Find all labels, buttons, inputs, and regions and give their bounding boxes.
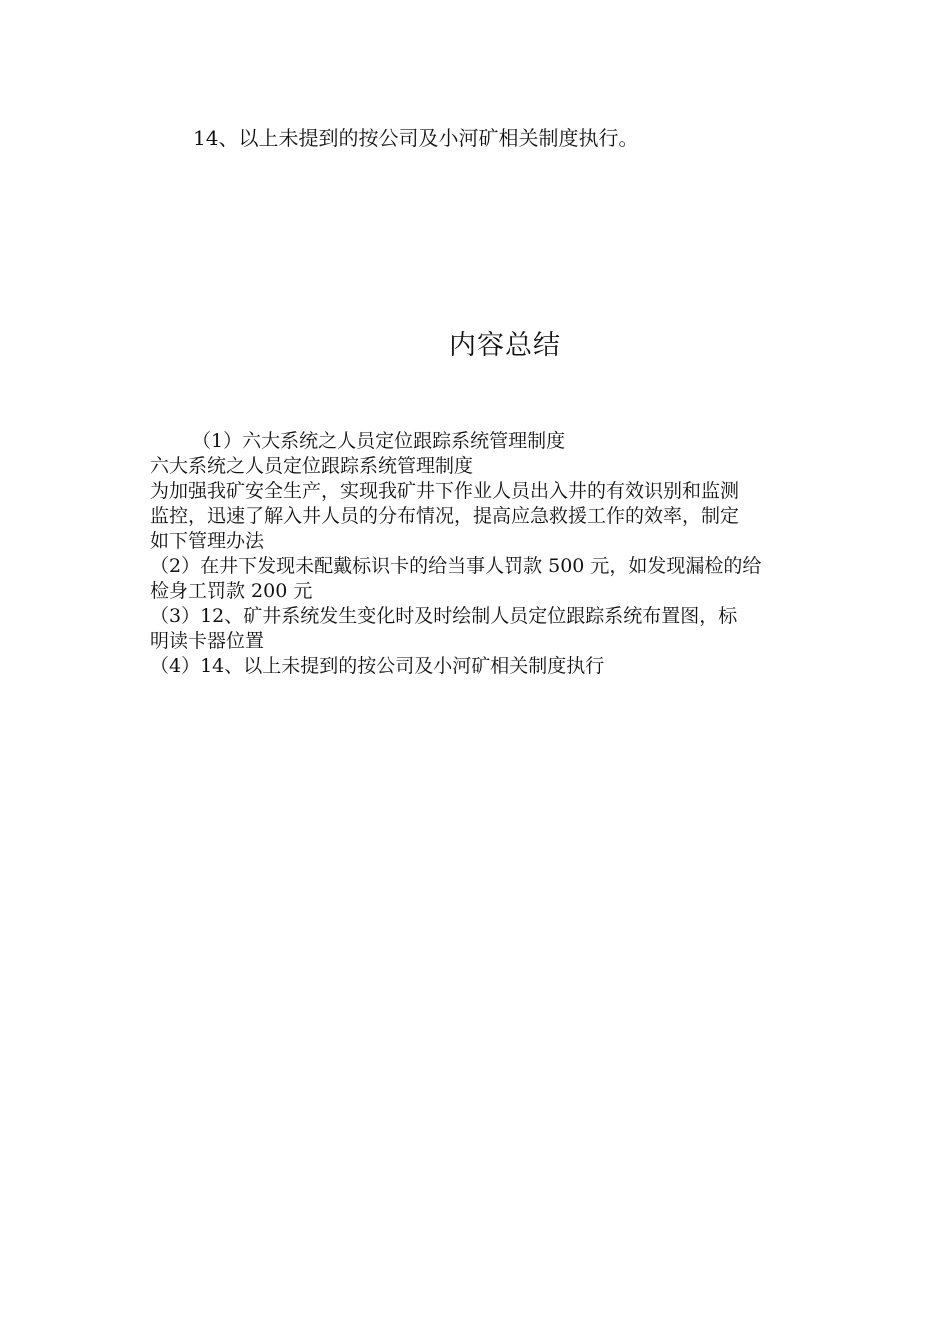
summary-item-3b: 明读卡器位置	[150, 630, 265, 652]
summary-line-2: 六大系统之人员定位跟踪系统管理制度	[150, 455, 474, 477]
summary-line-3c: 如下管理办法	[150, 530, 265, 552]
summary-line-3a: 为加强我矿安全生产，实现我矿井下作业人员出入井的有效识别和监测	[150, 480, 740, 502]
summary-item-4: （4）14、以上未提到的按公司及小河矿相关制度执行	[150, 655, 605, 677]
summary-item-2b: 检身工罚款 200 元	[150, 580, 313, 602]
clause-14-text: 14、以上未提到的按公司及小河矿相关制度执行。	[193, 126, 639, 150]
summary-body	[150, 429, 810, 679]
summary-item-1: （1）六大系统之人员定位跟踪系统管理制度	[192, 430, 566, 452]
summary-heading: 内容总结	[449, 330, 561, 361]
summary-item-2a: （2）在井下发现未配戴标识卡的给当事人罚款 500 元，如发现漏检的给	[150, 555, 762, 577]
summary-item-3a: （3）12、矿井系统发生变化时及时绘制人员定位跟踪系统布置图，标	[150, 605, 738, 627]
summary-line-3b: 监控，迅速了解入井人员的分布情况，提高应急救援工作的效率，制定	[150, 505, 740, 527]
